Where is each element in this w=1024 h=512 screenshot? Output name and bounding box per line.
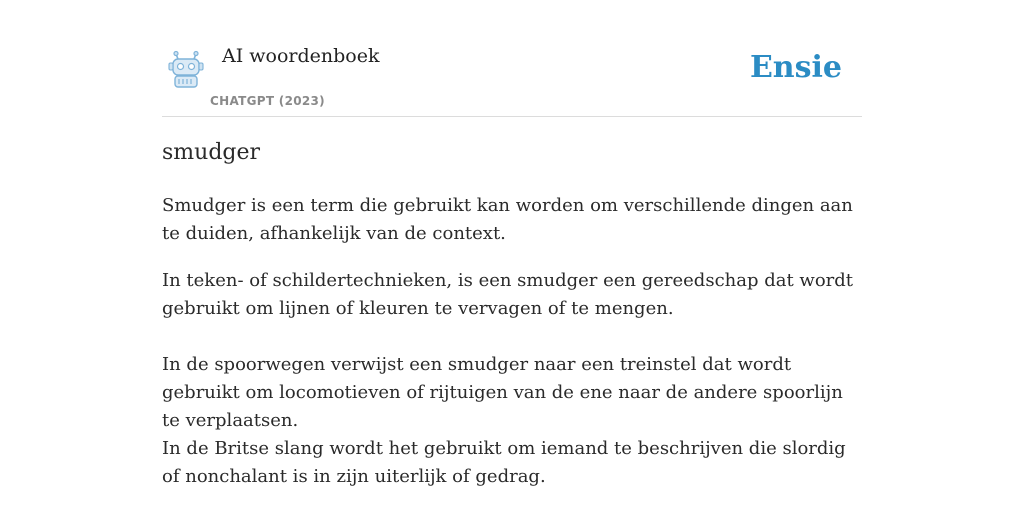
- definition-paragraph: In teken- of schildertechnieken, is een smudger een gereedschap dat wordt gebruikt om lijnen of kleuren te vervagen of te mengen.: [162, 270, 854, 319]
- definition-paragraph: In de spoorwegen verwijst een smudger naar een treinstel dat wordt gebruikt om locomotieven of rijtuigen van de ene naar de andere spoorlijn te verplaatsen.: [162, 354, 843, 431]
- brand-logo[interactable]: Ensie: [749, 50, 842, 85]
- source-header: [162, 0, 862, 117]
- source-title[interactable]: AI woordenboek: [222, 45, 380, 67]
- definition-paragraph: Smudger is een term die gebruikt kan worden om verschillende dingen aan te duiden, afhankelijk van de context.: [162, 195, 853, 244]
- entry-term: smudger: [162, 140, 261, 165]
- robot-icon: [166, 50, 206, 90]
- source-subtitle: CHATGPT (2023): [210, 94, 325, 108]
- entry-card: [162, 0, 862, 487]
- definition-paragraph: In de Britse slang wordt het gebruikt om iemand te beschrijven die slordig of nonchalant is in zijn uiterlijk of gedrag.: [162, 438, 846, 487]
